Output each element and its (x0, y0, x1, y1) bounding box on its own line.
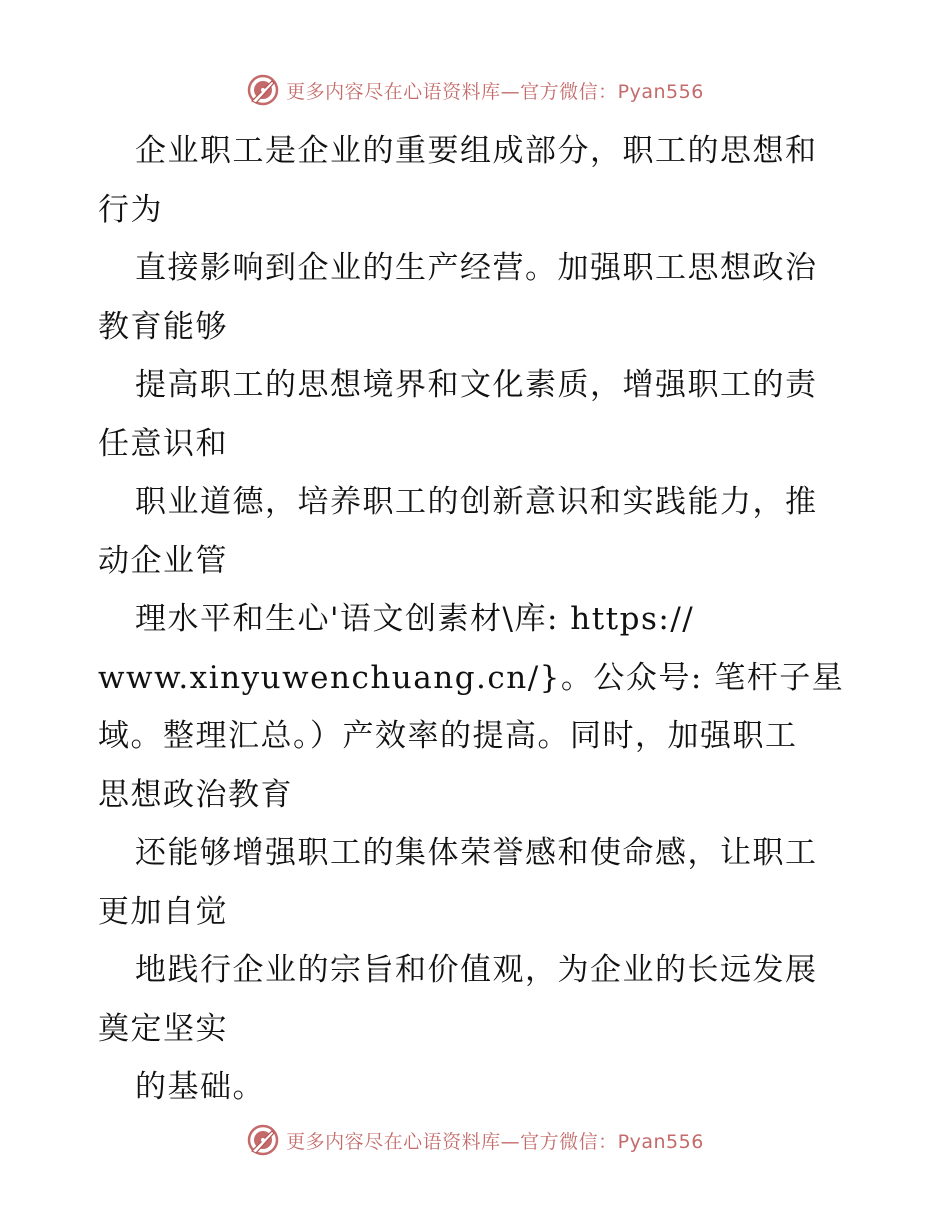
body-line: 提高职工的思想境界和文化素质，增强职工的责 (135, 367, 818, 403)
footer-banner (0, 1120, 950, 1160)
body-line: 动企业管 (98, 542, 228, 579)
quill-seal-icon (246, 1123, 280, 1157)
body-line: 教育能够 (98, 308, 228, 345)
body-line: 直接影响到企业的生产经营。加强职工思想政治 (135, 250, 818, 286)
body-line: 思想政治教育 (98, 776, 293, 813)
body-line: www.xinyuwenchuang.cn/}。公众号: 笔杆子星 (98, 659, 845, 696)
header-banner (0, 70, 950, 110)
quill-seal-icon (246, 73, 280, 107)
body-line: 地践行企业的宗旨和价值观，为企业的长远发展 (135, 952, 818, 988)
document-body (98, 122, 858, 1117)
body-line: 行为 (98, 191, 163, 228)
body-line: 的基础。 (135, 1069, 265, 1105)
body-line: 企业职工是企业的重要组成部分，职工的思想和 (135, 133, 818, 169)
body-line: 理水平和生心'语文创素材\库: https:// (135, 601, 695, 637)
body-line: 域。整理汇总。）产效率的提高。同时，加强职工 (98, 718, 798, 754)
body-line: 任意识和 (98, 425, 228, 462)
body-line: 奠定坚实 (98, 1010, 228, 1047)
body-line: 还能够增强职工的集体荣誉感和使命感，让职工 (135, 835, 818, 871)
body-line: 职业道德，培养职工的创新意识和实践能力，推 (135, 484, 818, 520)
footer-banner-text: 更多内容尽在心语资料库—官方微信：Pyan556 (286, 1130, 704, 1153)
header-banner-text: 更多内容尽在心语资料库—官方微信：Pyan556 (286, 80, 704, 103)
body-line: 更加自觉 (98, 893, 228, 930)
